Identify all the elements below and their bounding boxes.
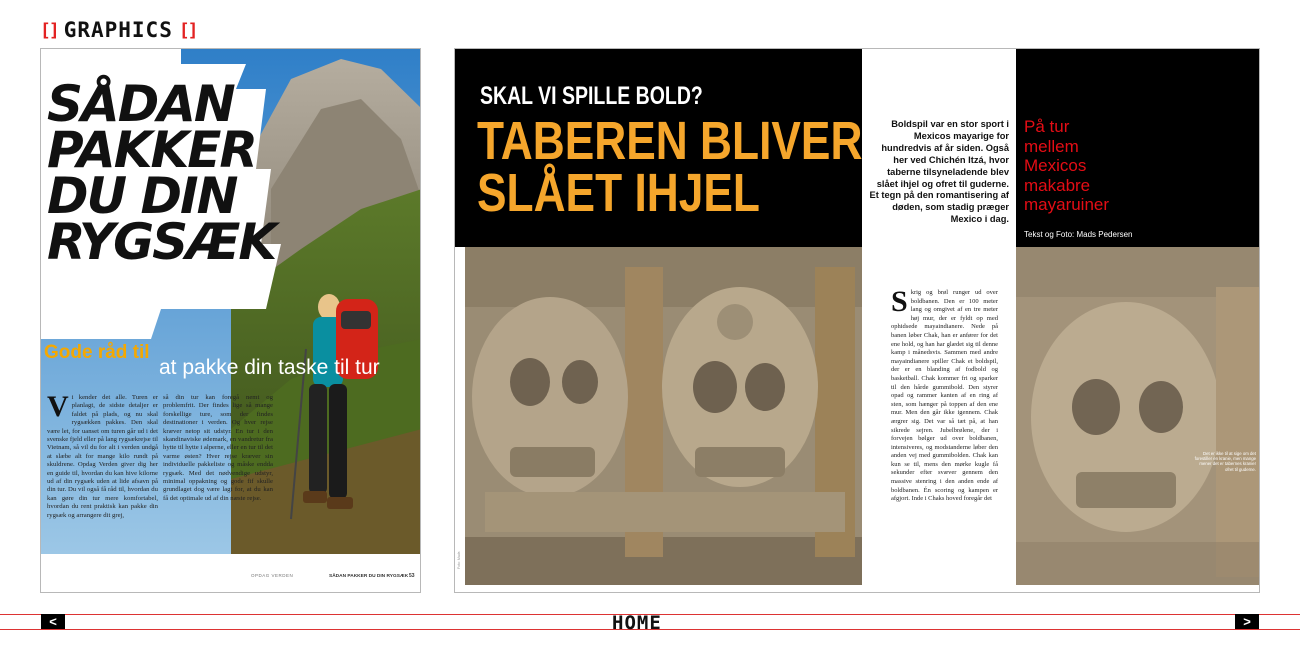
- headline-line: SLÅET IHJEL: [477, 163, 760, 223]
- red-title: [1024, 117, 1109, 215]
- photo-credit: Tekst og Foto: Mads Pedersen: [1024, 230, 1133, 239]
- page-number: 53: [409, 573, 415, 579]
- body-column-1: [47, 390, 158, 520]
- magazine-header: [40, 18, 197, 42]
- side-photo-credit: Foto: Mads: [457, 551, 461, 569]
- footer-magazine: OPDAG VERDEN: [251, 573, 294, 578]
- article-body: [891, 285, 998, 504]
- brand-title: GRAPHICS: [63, 18, 173, 42]
- home-button[interactable]: HOME: [612, 612, 662, 634]
- footer-title: SÅDAN PAKKER DU DIN RYGSÆK: [329, 574, 409, 579]
- headline-line: TABEREN BLIVER: [477, 111, 863, 171]
- red-title-line: mellem: [1024, 136, 1079, 156]
- subtitle-orange: Gode råd til: [44, 342, 150, 363]
- next-page-button[interactable]: [1235, 614, 1259, 629]
- prev-page-button[interactable]: [41, 614, 65, 629]
- stone-carving-photo: [465, 247, 862, 585]
- red-title-line: Mexicos: [1024, 156, 1087, 175]
- dropcap: S: [891, 285, 908, 318]
- subtitle-white: at pakke din taske til tur: [159, 356, 380, 379]
- bracket-right-icon: []: [178, 19, 197, 41]
- article-lead: Boldspil var en stor sport i Mexicos mayarige for hundredvis af år siden. Også her ved Chichén Itzá, hvor taberne tilsyneladende blev slået ihjel og ofret til guderne. Et tegn på den romantisering af døden, som stadig præger Mexico i dag.: [869, 119, 1009, 225]
- article-title-left: [47, 75, 276, 271]
- skull-carving-photo: [1016, 247, 1260, 585]
- body-text: krig og brøl runger ud over boldbanen. Den er 100 meter lang og omgivet af en tre meter høj mur, der er fyldt op med ophidsede mayaindianere. Nede på banen løber Chak, han er anfører for det ene hold, og han har glædet sig til denne kamp i månedsvis. Sammen med andre mayaindianere spiller Chak et boldspil, der er en blanding af fodbold og basketball. Chak kommer fri og sparker til den hårde gummibold. Den styrer opad og rammer kanten af en ring af sten, som hænger på toppen af den ene mur. Men den går ikke igennem. Chak ærgrer sig. Det var så tæt på, at han sikrede sejren. Jubelbrølene, der i forvejen bølger ud over boldbanen, intensiveres, og modstanderne løber den anden vej med gummibolden. Chak kan kun se til, mens den mørke kugle få sekunder efter svæver gennem den massive stenring i den anden ende af boldbanen. Én scoring og kampen er afgjort. Inde i Chaks hoved foregår det: [891, 289, 998, 503]
- red-title-line: mayaruiner: [1024, 195, 1110, 214]
- page-right-spread[interactable]: [454, 48, 1260, 593]
- red-title-block: [1016, 49, 1260, 247]
- body-text: i kender det alle. Turen er planlagt, de sidste detaljer er faldet på plads, og nu skal rygsækken pakkes. Den skal være let, for uanset om turen går ud i det svenske fjeld eller på lang rygsækrejse til Vietnam, så vil du for alt i verden undgå at slæbe alt for mange kilo rundt på skuldrene. Opdag Verden giver dig her en guide til, hvordan du kan hive kilorne ud af din rygsæk uden at lide afsavn på din tur. Du vil også få råd til, hvordan du kan gøre din tur mere komfortabel, hvordan du rent praktisk kan pakke din rygsæk og arrangere dit grej,: [47, 394, 158, 519]
- title-line: PAKKER: [47, 121, 256, 179]
- chevron-right-icon: >: [1243, 614, 1251, 629]
- headline-block: [455, 49, 862, 247]
- headline: [477, 111, 863, 223]
- title-line: SÅDAN: [47, 75, 234, 133]
- bracket-left-icon: []: [40, 19, 58, 41]
- red-title-line: På tur: [1024, 117, 1070, 136]
- kicker: SKAL VI SPILLE BOLD?: [480, 82, 703, 110]
- chevron-left-icon: <: [49, 614, 57, 629]
- body-column-2: så din tur kan foregå nemt og problemfrit. Der findes lige så mange forskellige ture, som der findes destinationer i verden. Og hver rejse kræver netop sit udstyr. En tur i den skandinaviske ødemark, en vandretur fra hytte til hytte i alperne, eller en tur til det varme østen? Hver rejse kræver sin individuelle pakkeliste og måske endda rygsæk. Med det nødvendige udstyr, minimal oppakning og gode fif skulle grundlaget dog være lagt for, at du kan få det optimale ud af din næste rejse.: [163, 394, 273, 502]
- dropcap: V: [47, 390, 69, 423]
- page-left[interactable]: [40, 48, 421, 593]
- red-title-line: makabre: [1024, 175, 1091, 195]
- photo-caption: Det er ikke til at sige om det forestiller en kranie, men mange mener det er tabernes kranier ofret til guderne.: [1194, 451, 1256, 472]
- title-line: DU DIN: [47, 167, 237, 225]
- title-line: RYGSÆK: [47, 213, 276, 271]
